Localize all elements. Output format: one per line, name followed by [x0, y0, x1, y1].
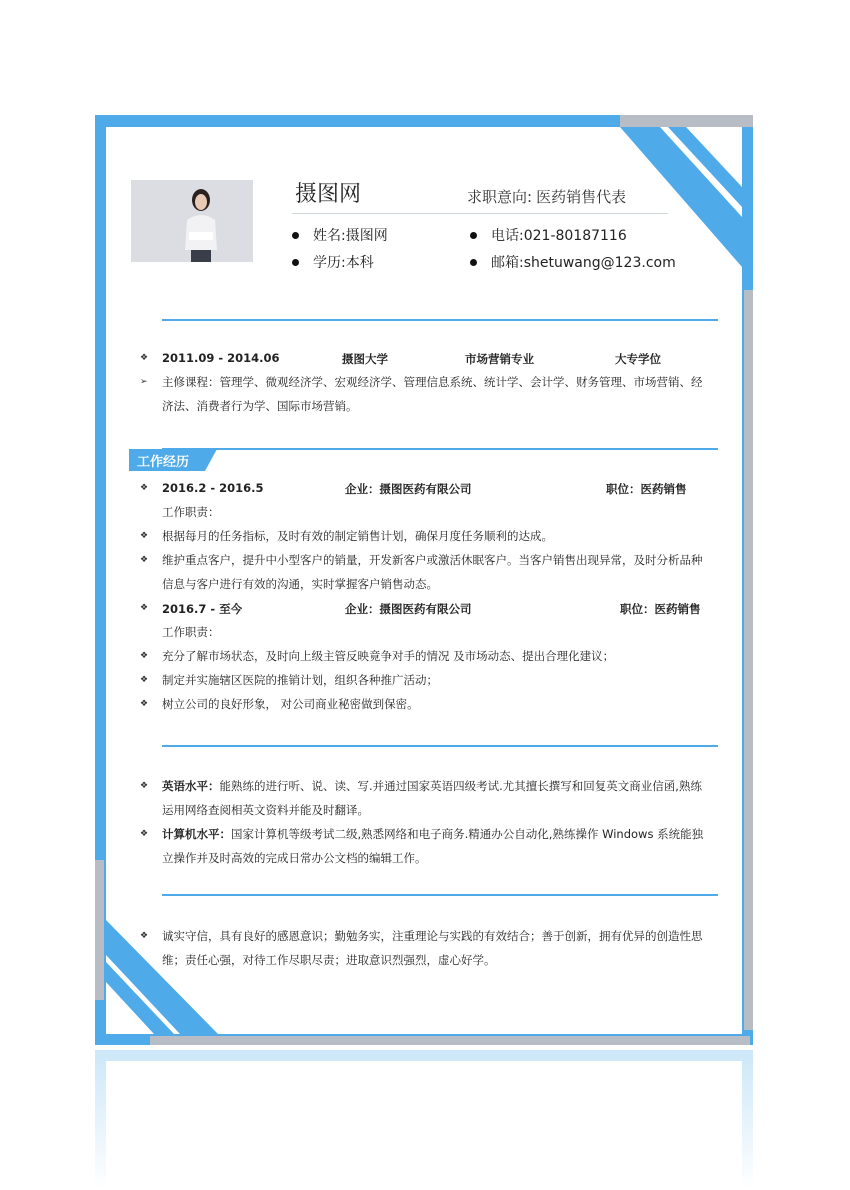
edu-period: 2011.09 - 2014.06 — [162, 351, 280, 365]
job-target-label: 求职意向: — [467, 188, 533, 206]
diamond-icon: ❖ — [140, 603, 149, 613]
diamond-icon: ❖ — [140, 699, 149, 709]
info-label: 邮箱: — [491, 255, 524, 271]
job2-period: 2016.7 - 至今 — [162, 602, 243, 616]
info-label: 学历: — [313, 255, 346, 271]
job1-period: 2016.2 - 2016.5 — [162, 481, 264, 495]
job-target — [467, 186, 626, 207]
diamond-icon: ❖ — [140, 675, 149, 685]
job1-duty: 根据每月的任务指标，及时有效的制定销售计划，确保月度任务顺利的达成。 — [162, 529, 553, 543]
job1-duty: 维护重点客户，提升中小型客户的销量，开发新客户或激活休眠客户。当客户销售出现异常，及时分析品种信息与客户进行有效的沟通，实时掌握客户销售动态。 — [162, 553, 703, 591]
info-phone — [470, 225, 627, 245]
job2-company: 企业：摄图医药有限公司 — [345, 602, 472, 616]
job1-company: 企业：摄图医药有限公司 — [345, 482, 472, 496]
job2-duty: 制定并实施辖区医院的推销计划，组织各种推广活动； — [162, 673, 438, 687]
info-value: shetuwang@123.com — [523, 255, 676, 271]
diamond-icon: ❖ — [140, 829, 149, 839]
info-label: 姓名: — [313, 228, 346, 244]
section-divider-evaluation — [162, 894, 718, 896]
frame-accent-right — [744, 290, 753, 1030]
info-name — [292, 225, 388, 245]
diamond-icon: ❖ — [140, 931, 149, 941]
info-value: 021-80187116 — [523, 228, 627, 244]
bullet-dot-icon — [470, 232, 477, 239]
skill-english — [162, 774, 712, 822]
skill-label: 英语水平： — [162, 779, 220, 793]
edu-degree: 大专学位 — [615, 352, 661, 366]
section-divider-skills — [162, 745, 718, 747]
bullet-dot-icon — [292, 259, 299, 266]
skill-text: 能熟练的进行听、说、读、写.并通过国家英语四级考试.尤其擅长撰写和回复英文商业信函,熟练运用网络查阅相英文资料并能及时翻译。 — [162, 779, 702, 817]
frame-accent-top — [620, 115, 753, 127]
diamond-icon: ❖ — [140, 555, 149, 565]
job2-position: 职位：医药销售 — [620, 602, 701, 616]
info-education — [292, 252, 374, 272]
section-divider-education — [162, 319, 718, 321]
info-label: 电话: — [491, 228, 524, 244]
job1-duty-title: 工作职责： — [162, 505, 220, 519]
edu-courses: 主修课程：管理学、微观经济学、宏观经济学、管理信息系统、统计学、会计学、财务管理、市场营销、经济法、消费者行为学、国际市场营销。 — [162, 375, 703, 413]
job1-position: 职位：医药销售 — [606, 482, 687, 496]
info-value: 本科 — [345, 255, 374, 271]
profile-photo — [131, 180, 253, 262]
section-divider-work — [162, 448, 718, 450]
info-value: 摄图网 — [345, 228, 388, 244]
edu-school: 摄图大学 — [342, 352, 388, 366]
edu-major: 市场营销专业 — [465, 352, 534, 366]
job2-duty-title: 工作职责： — [162, 625, 220, 639]
reflection-fade — [0, 1050, 850, 1190]
job2-duty: 树立公司的良好形象， 对公司商业秘密做到保密。 — [162, 697, 419, 711]
self-evaluation: 诚实守信，具有良好的感恩意识；勤勉务实，注重理论与实践的有效结合；善于创新，拥有优异的创造性思维；责任心强，对待工作尽职尽责；进取意识烈强烈，虚心好学。 — [162, 929, 703, 967]
header-divider — [292, 213, 668, 214]
candidate-name: 摄图网 — [295, 182, 362, 207]
job-target-value: 医药销售代表 — [536, 188, 627, 206]
skill-label: 计算机水平： — [162, 827, 231, 841]
info-email — [470, 252, 676, 272]
bullet-dot-icon — [470, 259, 477, 266]
skill-computer — [162, 822, 712, 870]
diamond-icon: ❖ — [140, 781, 149, 791]
arrow-right-icon: ➢ — [140, 377, 148, 387]
skill-text: 国家计算机等级考试二级,熟悉网络和电子商务.精通办公自动化,熟练操作 Windows 系统能独立操作并及时高效的完成日常办公文档的编辑工作。 — [162, 827, 704, 865]
work-section-title: 工作经历 — [137, 455, 190, 470]
bullet-dot-icon — [292, 232, 299, 239]
diamond-icon: ❖ — [140, 483, 149, 493]
diamond-icon: ❖ — [140, 651, 149, 661]
corner-stripes-top-right — [600, 127, 750, 307]
job2-duty: 充分了解市场状态，及时向上级主管反映竟争对手的情况 及市场动态、提出合理化建议； — [162, 649, 615, 663]
work-section-tag — [129, 449, 217, 471]
diamond-icon: ❖ — [140, 531, 149, 541]
diamond-icon: ❖ — [140, 353, 149, 363]
